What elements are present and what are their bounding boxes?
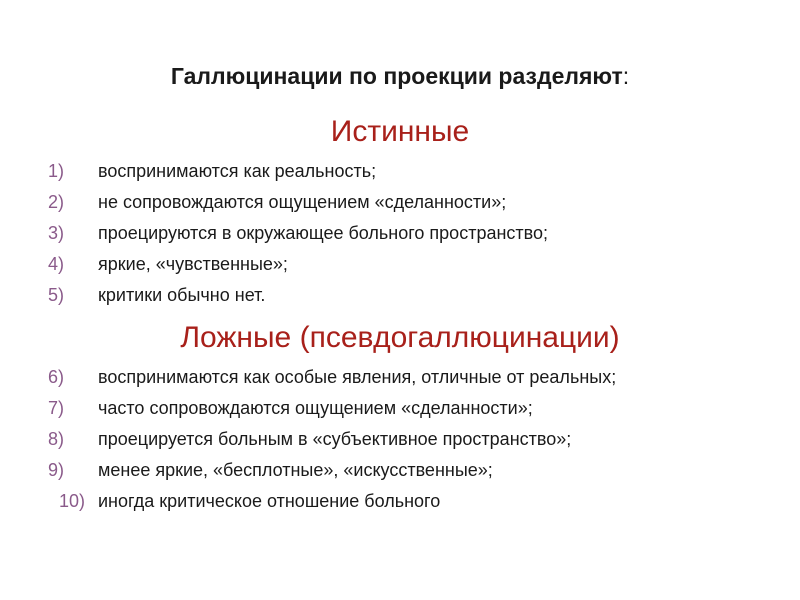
item-number: 2) [48,192,65,212]
slide-title [0,60,800,92]
item-number: 1) [48,161,65,181]
item-text: проецируются в окружающее больного пространство; [98,223,549,243]
item-text: воспринимаются как особые явления, отличные от реальных; [98,367,617,387]
item-number: 10) [59,491,86,511]
list-item [0,424,800,455]
item-text: проецируется больным в «субъективное пространство»; [98,429,572,449]
item-number: 9) [48,460,65,480]
slide-title-text: Галлюцинации по проекции разделяют [170,63,623,89]
item-number: 4) [48,254,65,274]
list-item [0,280,800,311]
item-text: часто сопровождаются ощущением «сделанности»; [98,398,533,418]
list-item [0,486,800,517]
list-item [0,156,800,187]
true-hallucinations-list [0,156,800,311]
item-number: 8) [48,429,65,449]
section-heading-false: Ложные (псевдогаллюцинации) [180,321,620,354]
list-item [0,187,800,218]
list-item [0,362,800,393]
item-text: критики обычно нет. [98,285,266,305]
item-number: 7) [48,398,65,418]
list-item [0,218,800,249]
item-text: менее яркие, «бесплотные», «искусственные»; [98,460,493,480]
item-text: не сопровождаются ощущением «сделанности»; [98,192,507,212]
item-number: 5) [48,285,65,305]
list-item [0,249,800,280]
item-number: 6) [48,367,65,387]
slide-title-colon: : [622,63,630,89]
list-item [0,393,800,424]
item-text: воспринимаются как реальность; [98,161,377,181]
item-number: 3) [48,223,65,243]
pseudo-hallucinations-list [0,362,800,517]
item-text: иногда критическое отношение больного [98,491,441,511]
list-item [0,455,800,486]
section-heading-true: Истинные [330,115,470,148]
item-text: яркие, «чувственные»; [98,254,288,274]
